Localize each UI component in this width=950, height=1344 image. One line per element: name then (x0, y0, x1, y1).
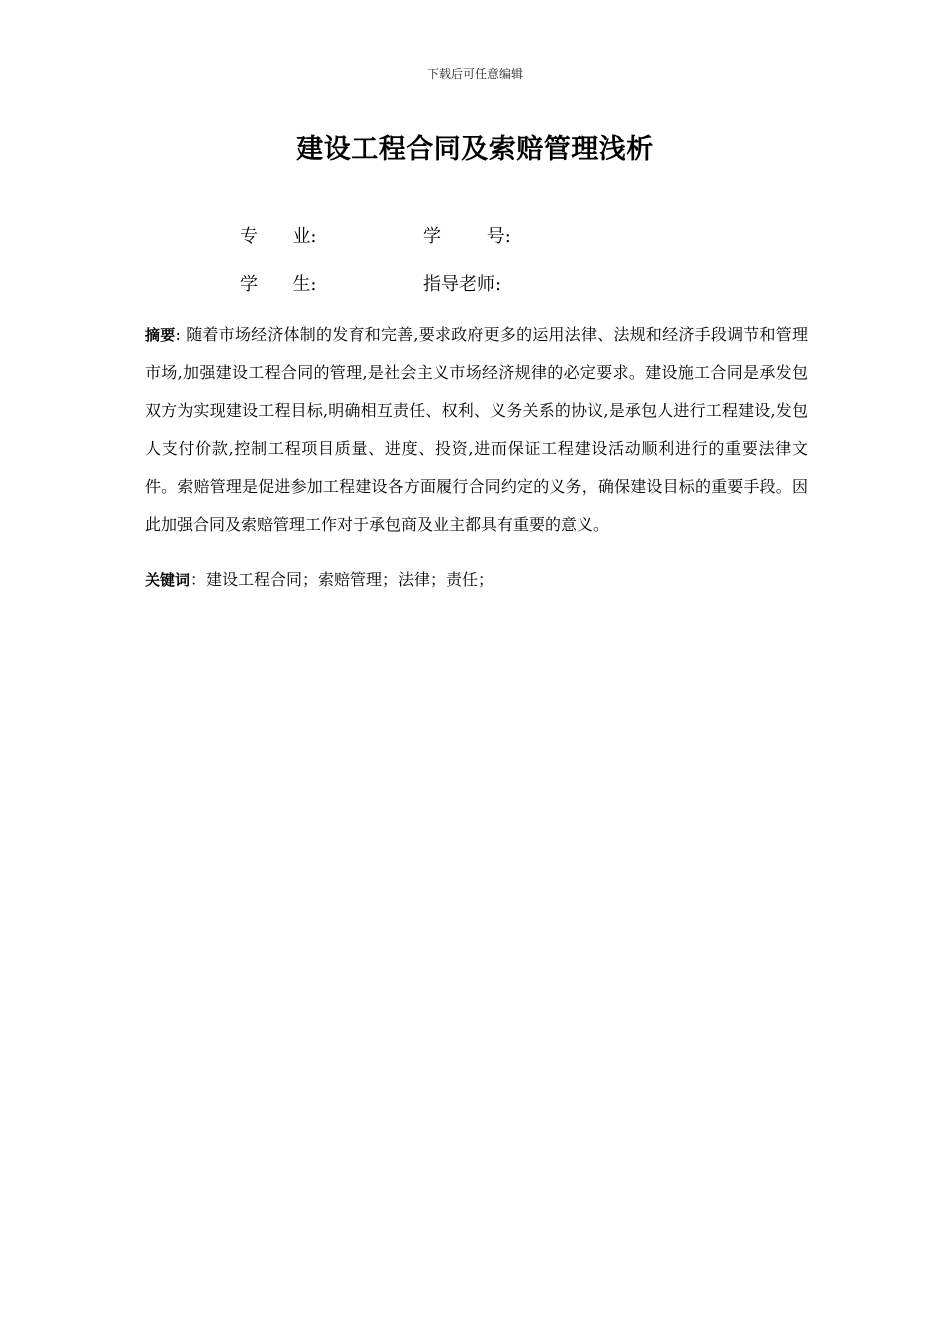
abstract-paragraph (145, 316, 808, 544)
keywords-separator: ： (190, 570, 207, 589)
header-note: 下载后可任意编辑 (426, 67, 523, 81)
student-label: 学 生: (240, 274, 317, 295)
keywords-line (145, 566, 808, 594)
student-id-label: 学 号: (423, 226, 511, 247)
major-label: 专 业: (240, 226, 317, 247)
abstract-label: 摘要 (145, 326, 176, 344)
abstract-text: 随着市场经济体制的发育和完善,要求政府更多的运用法律、法规和经济手段调节和管理市场,加强建设工程合同的管理,是社会主义市场经济规律的必定要求。建设施工合同是承发包双方为实现建设工程目标,明确相互责任、权利、义务关系的协议,是承包人进行工程建设,发包人支付价款,控制工程项目质量、进度、投资,进而保证工程建设活动顺利进行的重要法律文件。索赔管理是促进参加工程建设各方面履行合同约定的义务，确保建设目标的重要手段。因此加强合同及索赔管理工作对于承包商及业主都具有重要的意义。 (145, 325, 808, 534)
keywords-label: 关键词 (145, 571, 191, 589)
advisor-label: 指导老师: (423, 274, 502, 295)
abstract-separator: : (175, 325, 187, 344)
keywords-text: 建设工程合同；索赔管理；法律；责任； (206, 570, 495, 589)
document-title: 建设工程合同及索赔管理浅析 (296, 134, 654, 165)
